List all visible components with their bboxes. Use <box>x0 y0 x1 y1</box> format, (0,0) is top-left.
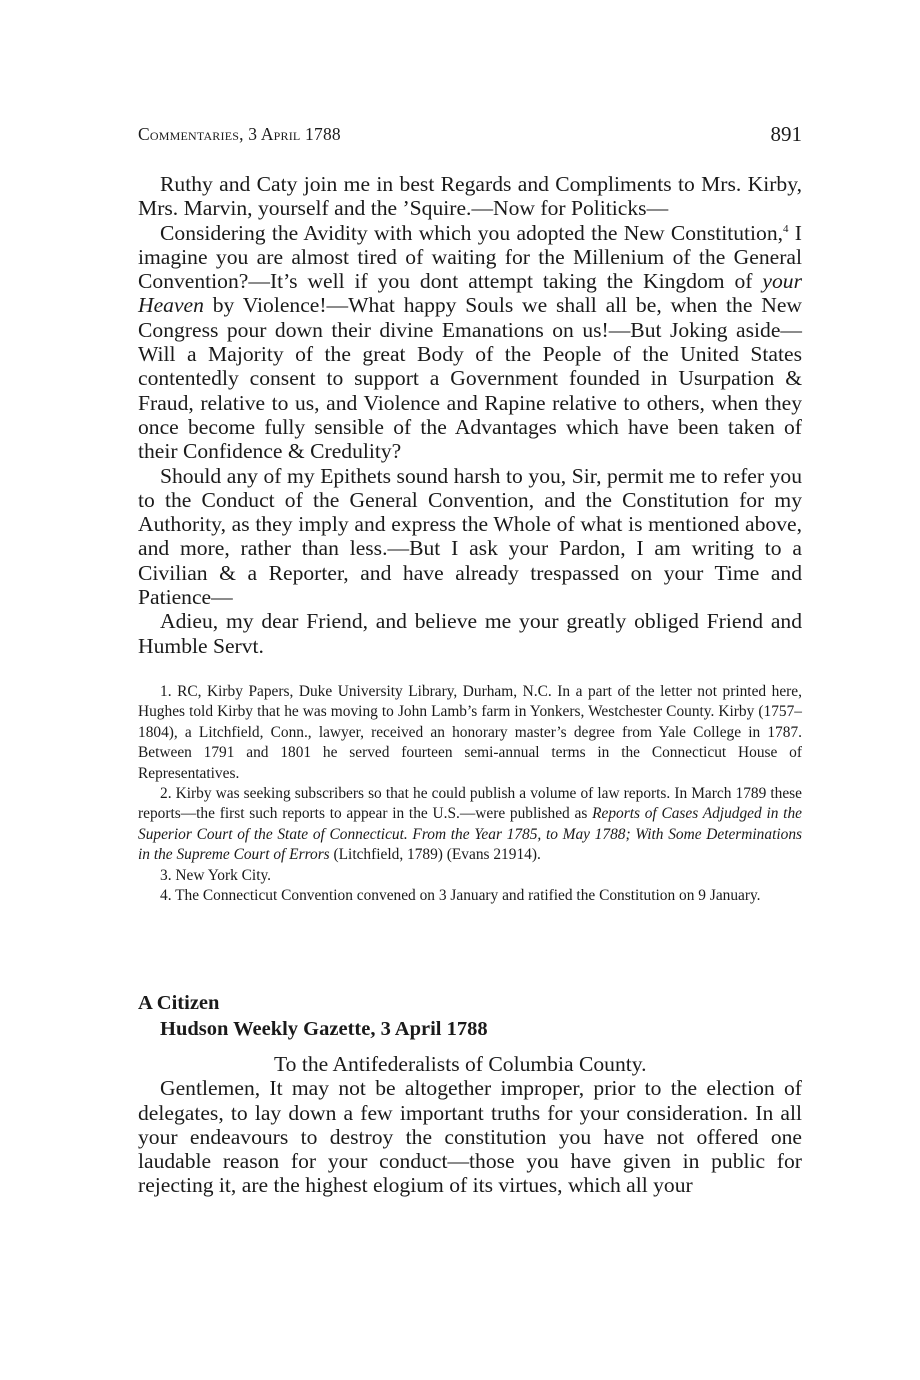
section-heading <box>138 990 802 1042</box>
text-run: Considering the Avidity with which you adopted the New Constitution, <box>160 220 784 245</box>
section-source: Hudson Weekly Gazette, 3 April 1788 <box>160 1018 488 1040</box>
running-head-title: Commentaries, 3 April 1788 <box>138 124 341 144</box>
section-paragraph: Gentlemen, It may not be altogether improper, prior to the election of delegates, to lay down a few important truths for your consideration. In all your endeavours to destroy the constitution you have not offered one laudable reason for your conduct—those you have given in public for rejecting it, are the highest elogium of its virtues, which all your <box>138 1076 802 1198</box>
page-number: 891 <box>770 122 802 146</box>
salutation: To the Antifederalists of Columbia County. <box>274 1052 647 1076</box>
letter-paragraph: Adieu, my dear Friend, and believe me your greatly obliged Friend and Humble Servt. <box>138 609 802 658</box>
text-run: by Violence!—What happy Souls we shall all be, when the New Congress pour down their divine Emanations on us!—But Joking aside—Will a Majority of the great Body of the People of the United States contentedly consent to support a Government founded in Usurpation & Fraud, relative to us, and Violence and Rapine relative to others, when they once become fully sensible of the Advantages which have been taken of their Confidence & Credulity? <box>138 293 802 464</box>
letter-body <box>138 172 802 658</box>
footnote-ref: 4 <box>783 222 789 235</box>
text-run: I imagine you are almost tired of waiting for the Millenium of the General Convention?—It’s well if you dont attempt taking the Kingdom of <box>138 220 802 294</box>
letter-paragraph <box>138 221 802 464</box>
italic-text: your Heaven <box>138 269 802 318</box>
text-run: 2. Kirby was seeking subscribers so that he could publish a volume of law reports. In March 1789 these reports—the first such reports to appear in the U.S.—were published as <box>138 785 802 823</box>
italic-title: Reports of Cases Adjudged in the Superior Court of the State of Connecticut. From the Year 1785, to May 1788; With Some Determinations in the Supreme Court of Errors <box>138 805 802 864</box>
footnote: 4. The Connecticut Convention convened on 3 January and ratified the Constitution on 9 January. <box>160 887 761 905</box>
section-body <box>138 1052 802 1198</box>
letter-paragraph: Should any of my Epithets sound harsh to you, Sir, permit me to refer you to the Conduct of the General Convention, and the Constitution for my Authority, as they imply and express the Whole of what is mentioned above, and more, rather than less.—But I ask your Pardon, I am writing to a Civilian & a Reporter, and have already trespassed on your Time and Patience— <box>138 463 802 610</box>
section-author: A Citizen <box>138 992 220 1014</box>
letter-paragraph: Ruthy and Caty join me in best Regards and Compliments to Mrs. Kirby, Mrs. Marvin, yourself and the ’Squire.—Now for Politicks— <box>138 172 802 221</box>
running-head <box>138 122 802 148</box>
footnote <box>138 784 802 866</box>
text-run: (Litchfield, 1789) (Evans 21914). <box>329 846 541 864</box>
footnotes <box>138 682 802 906</box>
footnote: 3. New York City. <box>160 866 272 884</box>
footnote: 1. RC, Kirby Papers, Duke University Library, Durham, N.C. In a part of the letter not printed here, Hughes told Kirby that he was moving to John Lamb’s farm in Yonkers, Westchester County. Kirby (1757–1804), a Litchfield, Conn., lawyer, received an honorary master’s degree from Yale College in 1787. Between 1791 and 1801 he served fourteen semi-annual terms in the Connecticut House of Representatives. <box>138 683 802 782</box>
